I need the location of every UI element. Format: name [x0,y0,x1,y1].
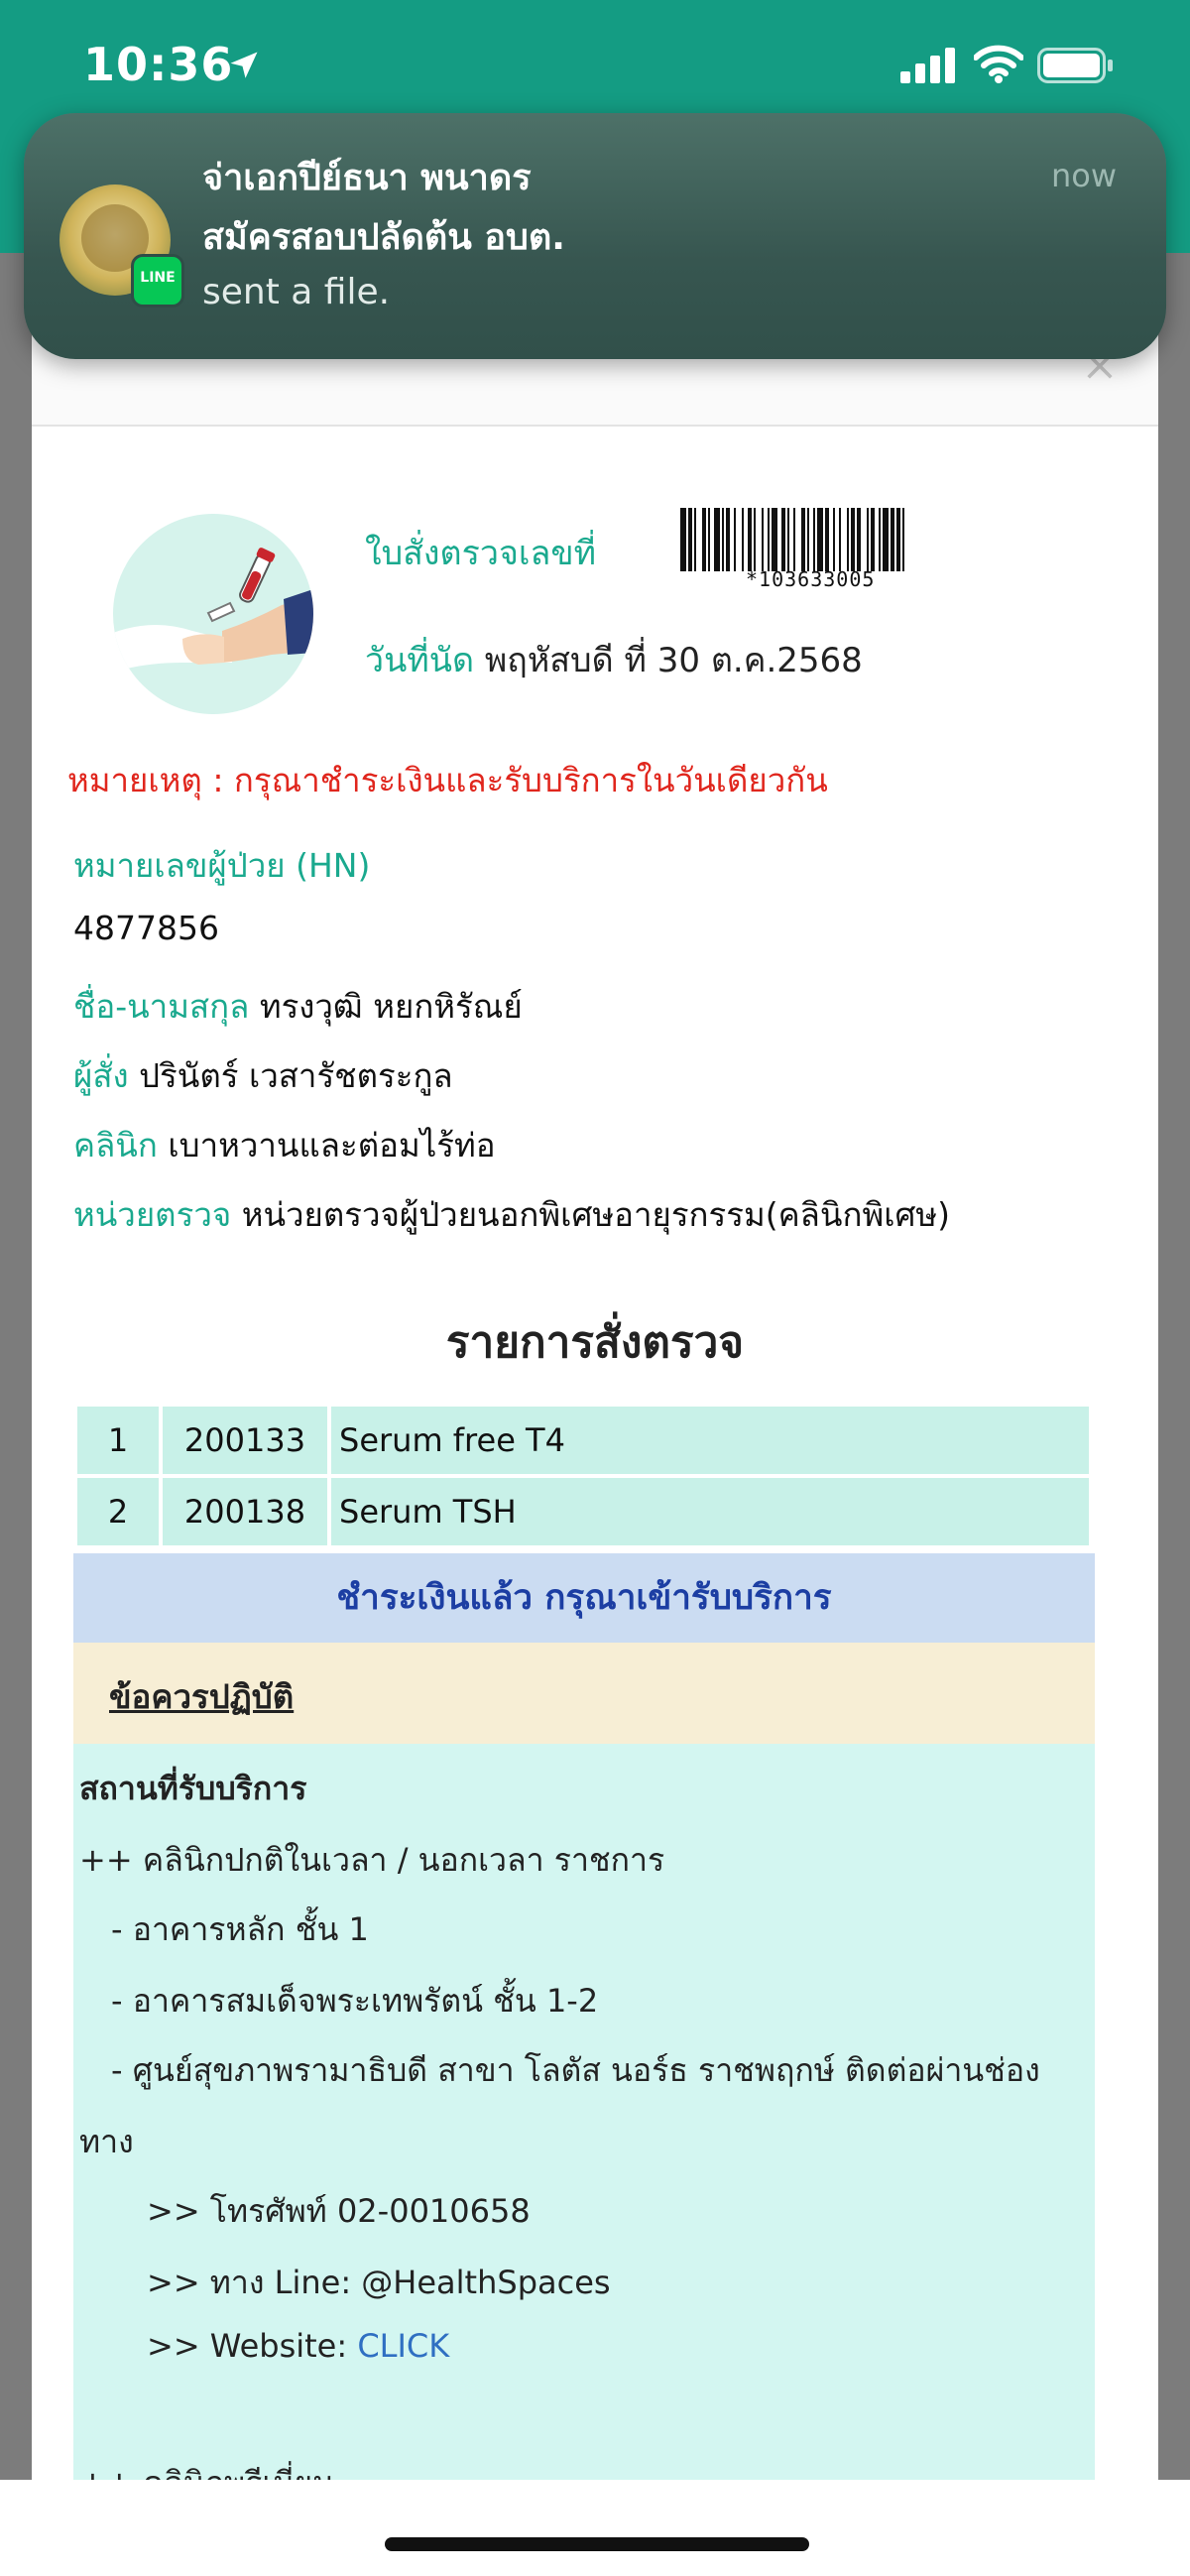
test-order-table [73,1403,1093,1549]
clinic-label: คลินิก [73,1126,158,1165]
hn-label: หมายเลขผู้ป่วย (HN) [73,846,371,885]
battery-icon [1037,48,1115,83]
order-number-label: ใบสั่งตรวจเลขที่ [365,534,597,573]
location-arrow-icon [226,48,262,83]
appointment-date: พฤหัสบดี ที่ 30 ต.ค.2568 [484,641,863,680]
exam-unit-value: หน่วยตรวจผู้ป่วยนอกพิเศษอายุรกรรม(คลินิกพิเศษ) [241,1195,951,1234]
status-time: 10:36 [83,38,234,91]
home-indicator[interactable] [385,2537,809,2551]
service-website-row [147,2327,449,2365]
test-code: 200133 [163,1407,327,1474]
notification-body: sent a file. [202,272,391,312]
notification-time: now [1051,157,1118,194]
patient-name-label: ชื่อ-นามสกุล [73,987,250,1026]
service-location-title: สถานที่รับบริการ [79,1770,307,1807]
ordering-doctor-value: ปรินัตร์ เวสารัชตระกูล [139,1056,453,1095]
guidelines-link[interactable]: ข้อควรปฏิบัติ [109,1677,295,1716]
website-label: >> Website: [147,2327,358,2365]
cellular-signal-icon [900,48,958,83]
patient-name-value: ทรงวุฒิ หยกหิรัณย์ [259,987,523,1026]
blood-draw-icon [113,514,313,714]
home-indicator-area [0,2480,1190,2576]
service-line-health-center: - ศูนย์สุขภาพรามาธิบดี สาขา โลตัส นอร์ธ ราชพฤกษ์ ติดต่อผ่านช่อง [111,2051,1040,2089]
service-line-channel: ทาง [79,2123,134,2160]
exam-unit-row [73,1188,950,1241]
appointment-label: วันที่นัด [365,641,475,680]
hn-value: 4877856 [73,909,219,947]
exam-unit-label: หน่วยตรวจ [73,1195,232,1234]
test-no: 2 [77,1478,159,1545]
service-line-thep-building: - อาคารสมเด็จพระเทพรัตน์ ชั้น 1-2 [111,1982,599,2020]
status-bar [0,0,1190,119]
blood-test-illustration [113,514,313,714]
table-row [77,1407,1089,1474]
barcode-number: *103633005 [746,567,876,591]
service-phone: >> โทรศัพท์ 02-0010658 [147,2192,531,2230]
table-row [77,1478,1089,1545]
line-app-badge-label: LINE [140,270,176,286]
clinic-value: เบาหวานและต่อมไร้ท่อ [168,1126,496,1165]
website-click-link[interactable]: CLICK [357,2327,450,2365]
ordering-doctor-row [73,1049,453,1102]
test-name: Serum free T4 [331,1407,1089,1474]
service-line-id: >> ทาง Line: @HealthSpaces [147,2264,611,2301]
payment-status-banner: ชำระเงินแล้ว กรุณาเข้ารับบริการ [73,1553,1095,1643]
appointment-row [365,633,863,686]
test-list-title: รายการสั่งตรวจ [445,1317,745,1368]
wifi-icon [974,44,1023,83]
line-notification-banner[interactable] [24,113,1166,359]
barcode-image [680,508,996,571]
clinic-row [73,1119,496,1171]
test-no: 1 [77,1407,159,1474]
notification-sender-name: จ่าเอกปีย์ธนา พนาดร [202,158,532,198]
notification-group-name: สมัครสอบปลัดต้น อบต. [202,217,565,258]
service-line-main-building: - อาคารหลัก ชั้น 1 [111,1910,369,1948]
patient-name-row [73,980,523,1033]
ordering-doctor-label: ผู้สั่ง [73,1056,129,1095]
test-name: Serum TSH [331,1478,1089,1545]
service-line-regular-clinic: ++ คลินิกปกติในเวลา / นอกเวลา ราชการ [79,1841,665,1879]
test-code: 200138 [163,1478,327,1545]
payment-note: หมายเหตุ : กรุณาชำระเงินและรับบริการในวันเดียวกัน [67,761,828,799]
